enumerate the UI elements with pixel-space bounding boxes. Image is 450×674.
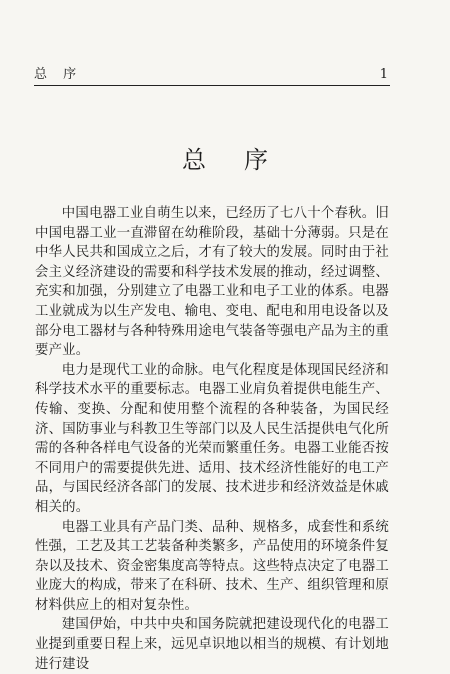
running-head	[34, 62, 388, 82]
page-title: 总序	[182, 146, 306, 174]
paragraph: 建国伊始，中共中央和国务院就把建设现代化的电器工业提到重要日程上来，远见卓识地以相当的规模、有计划地进行建设	[35, 617, 389, 672]
body-text	[35, 204, 389, 674]
paragraph: 电器工业具有产品门类、品种、规格多，成套性和系统性强，工艺及其工艺装备种类繁多，产品使用的环境条件复杂以及技术、资金密集度高等特点。这些特点决定了电器工业庞大的构成，带来了在科研、技术、生产、组织管理和原材料供应上的相对复杂性。	[35, 519, 389, 613]
paragraph: 电力是现代工业的命脉。电气化程度是体现国民经济和科学技术水平的重要标志。电器工业肩负着提供电能生产、传输、变换、分配和使用整个流程的各种装备，为国民经济、国防事业与科教卫生等部门以及人民生活提供电气化所需的各种各样电气设备的光荣而繁重任务。电器工业能否按不同用户的需要提供先进、适用、技术经济性能好的电工产品，与国民经济各部门的发展、技术进步和经济效益是休戚相关的。	[35, 362, 389, 515]
page-number: 1	[379, 67, 388, 82]
running-head-section: 总 序	[34, 67, 83, 82]
paragraph: 中国电器工业自萌生以来，已经历了七八十个春秋。旧中国电器工业一直滞留在幼稚阶段，基础十分薄弱。只是在中华人民共和国成立之后，才有了较大的发展。同时由于社会主义经济建设的需要和科学技术发展的推动，经过调整、充实和加强，分别建立了电器工业和电子工业的体系。电器工业就成为以生产发电、输电、变电、配电和用电设备以及部分电工器材与各种特殊用途电气装备等强电产品为主的重要产业。	[35, 206, 389, 359]
header-rule	[34, 85, 390, 86]
